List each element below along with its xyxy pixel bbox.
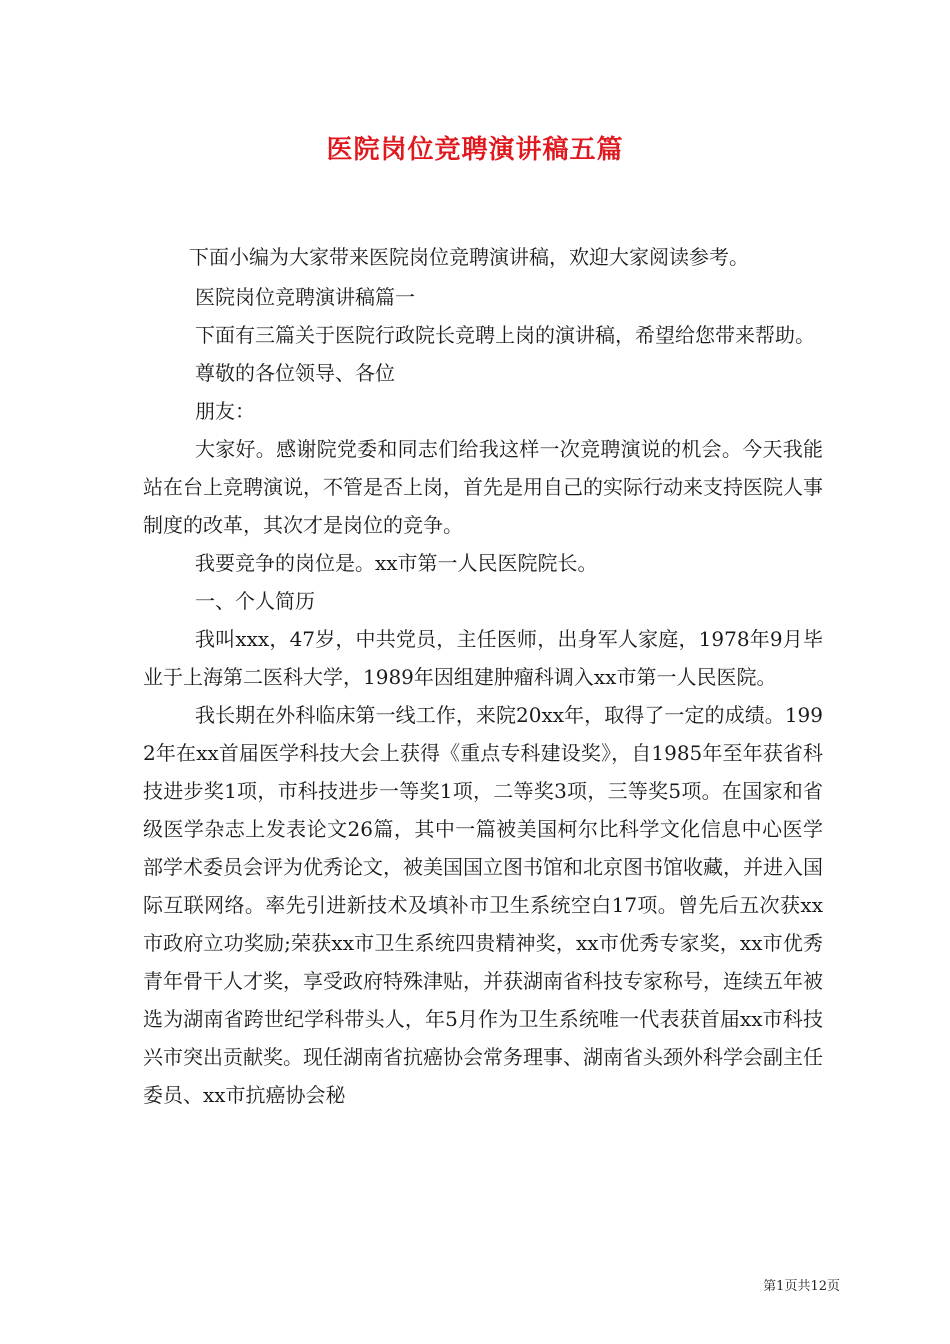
paragraph-section-heading: 医院岗位竞聘演讲稿篇一 — [195, 285, 415, 309]
paragraph-resume: 我叫xxx，47岁，中共党员，主任医师，出身军人家庭，1978年9月毕业于上海第二医科大学，1989年因组建肿瘤科调入xx市第一人民医院。 — [143, 627, 823, 689]
document-body — [143, 238, 823, 1114]
page-indicator: 第1页共12页 — [763, 1279, 840, 1294]
paragraph-preface: 下面有三篇关于医院行政院长竞聘上岗的演讲稿，希望给您带来帮助。 — [195, 323, 815, 347]
paragraph-intro: 下面小编为大家带来医院岗位竞聘演讲稿，欢迎大家阅读参考。 — [189, 245, 749, 269]
paragraph-resume-heading: 一、个人简历 — [195, 589, 315, 613]
paragraph-salutation: 尊敬的各位领导、各位 — [195, 361, 395, 385]
paragraph-greeting: 大家好。感谢院党委和同志们给我这样一次竞聘演说的机会。今天我能站在台上竞聘演说，不管是否上岗，首先是用自己的实际行动来支持医院人事制度的改革，其次才是岗位的竞争。 — [143, 437, 823, 537]
paragraph-achievements: 我长期在外科临床第一线工作，来院20xx年，取得了一定的成绩。1992年在xx首届医学科技大会上获得《重点专科建设奖》，自1985年至年获省科技进步奖1项，市科技进步一等奖1项，二等奖3项，三等奖5项。在国家和省级医学杂志上发表论文26篇，其中一篇被美国柯尔比科学文化信息中心医学部学术委员会评为优秀论文，被美国国立图书馆和北京图书馆收藏，并进入国际互联网络。率先引进新技术及填补市卫生系统空白17项。曾先后五次获xx市政府立功奖励;荣获xx市卫生系统四贵精神奖，xx市优秀专家奖，xx市优秀青年骨干人才奖，享受政府特殊津贴，并获湖南省科技专家称号，连续五年被选为湖南省跨世纪学科带头人，年5月作为卫生系统唯一代表获首届xx市科技兴市突出贡献奖。现任湖南省抗癌协会常务理事、湖南省头颈外科学会副主任委员、xx市抗癌协会秘 — [143, 703, 823, 1107]
paragraph-salutation-cont: 朋友： — [195, 399, 255, 423]
document-title: 医院岗位竞聘演讲稿五篇 — [326, 135, 624, 165]
paragraph-position: 我要竞争的岗位是。xx市第一人民医院院长。 — [195, 551, 598, 575]
